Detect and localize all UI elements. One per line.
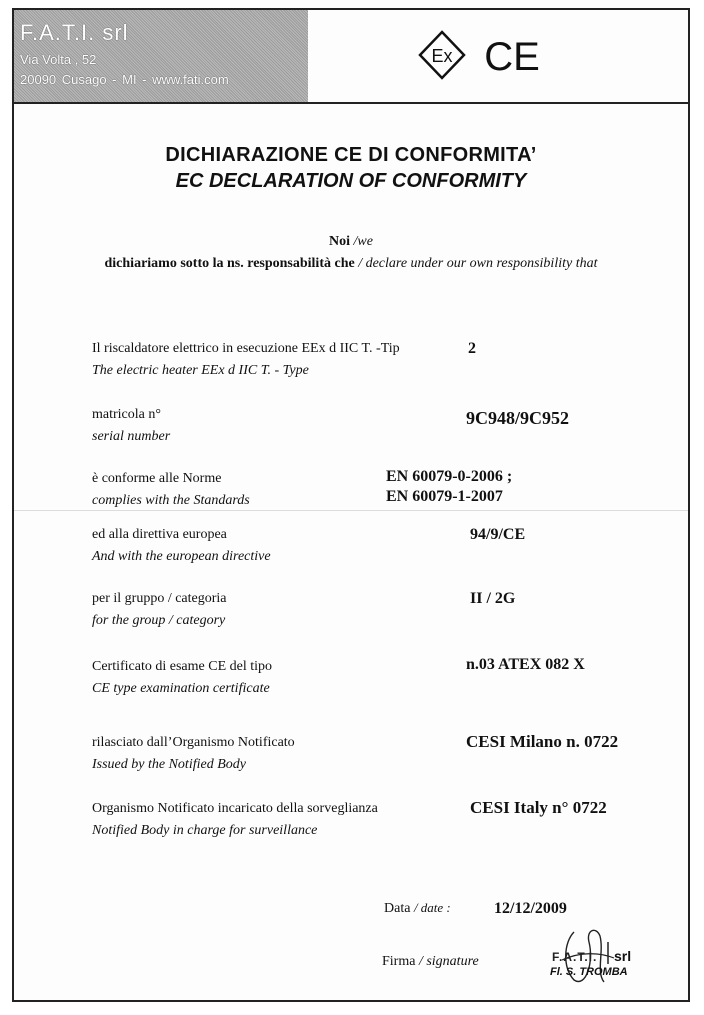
row-label-en: Issued by the Notified Body [92, 757, 246, 772]
row-label-en: serial number [92, 429, 171, 444]
row-label-it: rilasciato dall’Organismo Notificato [92, 735, 295, 750]
row-standards [92, 468, 652, 512]
group-category-value: II / 2G [470, 590, 516, 607]
company-address-city-web: 20090 Cusago - MI - www.fati.com [20, 72, 229, 87]
row-label-it: matricola n° [92, 407, 161, 422]
heater-type-value: 2 [468, 340, 476, 357]
row-label-en: And with the european directive [92, 549, 271, 564]
company-logo-block [14, 10, 308, 102]
stamp-company: F.A.T.I. [552, 950, 598, 964]
intro-we-it: Noi [329, 234, 351, 249]
intro-declaration-it: dichiariamo sotto la ns. responsabilità che [104, 256, 355, 271]
ex-mark-label: Ex [431, 46, 453, 66]
intro-we-en: /we [353, 234, 373, 249]
letterhead [14, 10, 688, 104]
title-english: EC DECLARATION OF CONFORMITY [175, 170, 527, 192]
intro-declaration [14, 256, 688, 272]
ce-mark-icon [484, 35, 540, 79]
row-label-it: Organismo Notificato incaricato della sorveglianza [92, 801, 378, 816]
signature-label-en: / signature [418, 954, 479, 969]
title-italian: DICHIARAZIONE CE DI CONFORMITA’ [165, 144, 537, 166]
notified-body-value: CESI Milano n. 0722 [466, 732, 619, 751]
certificate-value: n.03 ATEX 082 X [466, 656, 585, 673]
row-label-en: CE type examination certificate [92, 681, 270, 696]
signature-label [382, 954, 479, 970]
ce-mark-label: CE [484, 35, 540, 79]
stamp-srl: srl [614, 948, 632, 964]
paper-fold-line [14, 510, 688, 511]
standards-value-2: EN 60079-1-2007 [386, 488, 503, 505]
row-label-en: The electric heater EEx d IIC T. - Type [92, 363, 309, 378]
date-label [384, 900, 451, 917]
signature-label-it: Firma [382, 954, 416, 969]
intro-we [14, 234, 688, 250]
row-label-it: per il gruppo / categoria [92, 591, 227, 606]
row-label-it: ed alla direttiva europea [92, 527, 227, 542]
intro-declaration-en: / declare under our own responsibility that [358, 256, 598, 271]
row-directive [92, 524, 652, 568]
declaration-page [12, 8, 690, 1002]
date-label-en: / date : [413, 900, 451, 915]
company-stamp-signature [534, 922, 664, 988]
date-value: 12/12/2009 [494, 900, 567, 917]
row-label-it: Il riscaldatore elettrico in esecuzione EEx d IIC T. -Tip [92, 341, 400, 356]
directive-value: 94/9/CE [470, 526, 526, 543]
row-label-it: è conforme alle Norme [92, 471, 222, 486]
row-label-en: for the group / category [92, 613, 226, 628]
row-group-category [92, 588, 652, 632]
row-label-en: Notified Body in charge for surveillance [92, 823, 318, 838]
row-label-it: Certificato di esame CE del tipo [92, 659, 273, 674]
standards-value-1: EN 60079-0-2006 ; [386, 468, 513, 485]
company-address-street: Via Volta , 52 [20, 52, 97, 67]
date-label-it: Data [384, 901, 411, 916]
certification-marks [418, 30, 558, 80]
serial-number-value: 9C948/9C952 [466, 408, 569, 428]
row-label-en: complies with the Standards [92, 493, 250, 508]
row-heater-type [92, 338, 652, 382]
ex-mark-icon [420, 32, 464, 78]
company-name: F.A.T.I. srl [20, 20, 129, 45]
stamp-person: Fl. S. TROMBA [550, 966, 628, 978]
surveillance-body-value: CESI Italy n° 0722 [470, 798, 607, 817]
